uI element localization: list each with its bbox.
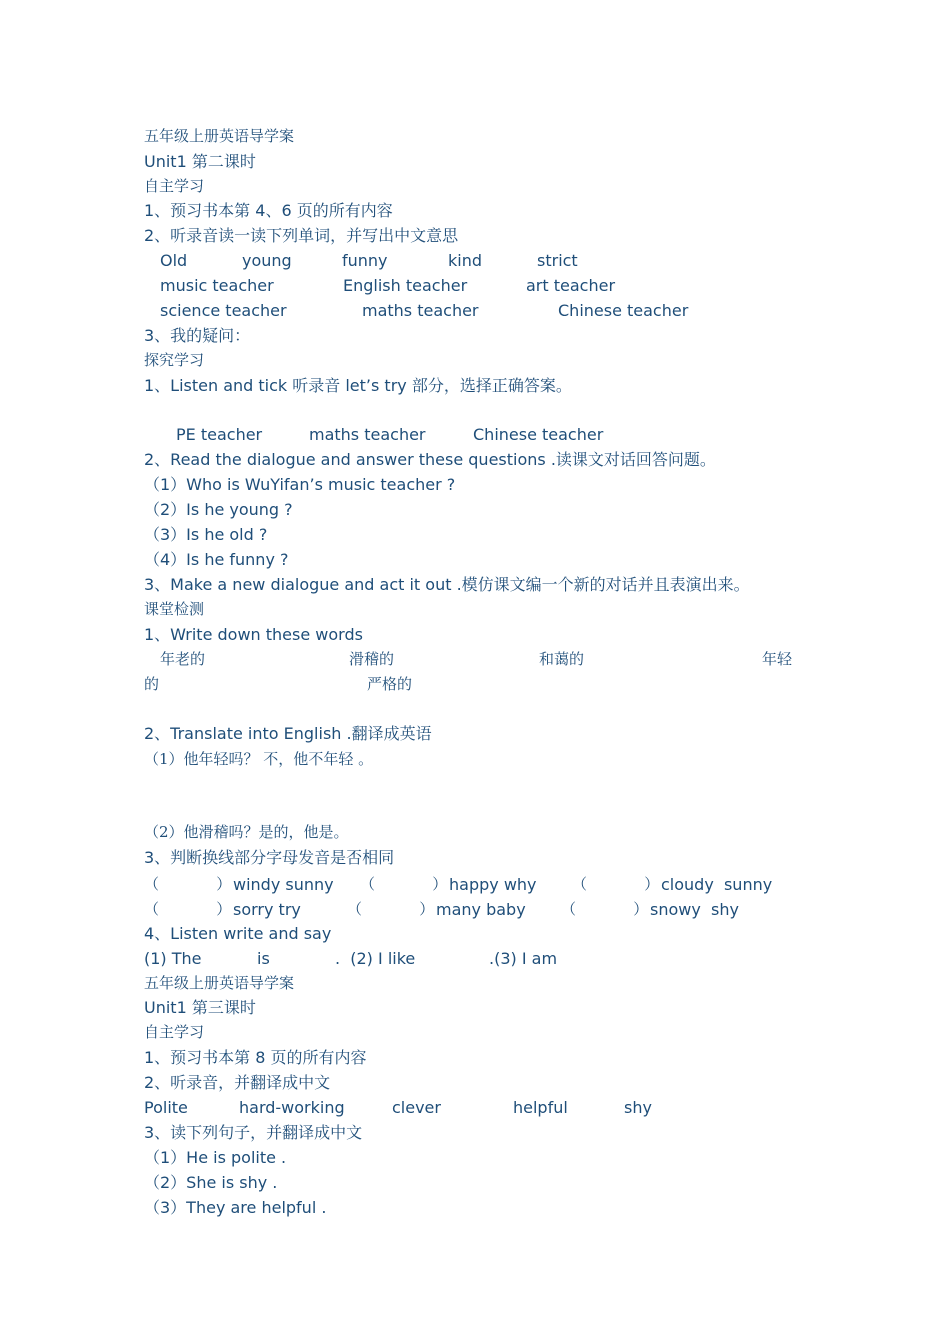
answer-blank[interactable]: （ ）	[360, 875, 448, 893]
phonics-words: many baby	[436, 900, 526, 919]
phonics-row-2	[144, 897, 739, 922]
word: funny	[342, 251, 388, 270]
answer-blank[interactable]: （ ）	[144, 875, 232, 893]
self-study-heading: 自主学习	[144, 177, 205, 195]
test-item-1: 1、Write down these words	[144, 625, 363, 644]
explore-item-2: 2、Read the dialogue and answer these questions .读课文对话回答问题。	[144, 450, 716, 469]
fill-sentences	[144, 946, 558, 971]
fill-part: (1) The	[144, 949, 202, 968]
cn-word: 和蔼的	[539, 650, 585, 668]
word: strict	[537, 251, 578, 270]
cn-word: 年轻	[762, 650, 793, 668]
option: Chinese teacher	[473, 425, 604, 444]
question-2: （2）Is he young ?	[144, 500, 293, 519]
word: hard-working	[239, 1098, 345, 1117]
word: English teacher	[343, 276, 468, 295]
self-study-item-2: 2、听录音读一读下列单词，并写出中文意思	[144, 226, 459, 245]
phonics-words: sorry try	[233, 900, 301, 919]
explore-item-1: 1、Listen and tick 听录音 let’s try 部分，选择正确答案。	[144, 376, 572, 395]
cn-word-row-2	[144, 672, 413, 697]
word: young	[242, 251, 292, 270]
test-item-4: 4、Listen write and say	[144, 924, 332, 943]
lesson3-unit: Unit1 第三课时	[144, 998, 256, 1017]
question-1: （1）Who is WuYifan’s music teacher ?	[144, 475, 456, 494]
cn-word: 滑稽的	[349, 650, 395, 668]
word: maths teacher	[362, 301, 479, 320]
option: maths teacher	[309, 425, 426, 444]
word-row-1	[144, 248, 578, 273]
lesson2-unit: Unit1 第二课时	[144, 152, 256, 171]
lesson3-title: 五年级上册英语导学案	[144, 974, 295, 992]
phonics-words: happy why	[449, 875, 537, 894]
cn-word: 年老的	[160, 650, 206, 668]
word: clever	[392, 1098, 441, 1117]
lesson2-title: 五年级上册英语导学案	[144, 127, 295, 145]
tick-options	[144, 422, 604, 447]
lesson3-item-1: 1、预习书本第 8 页的所有内容	[144, 1048, 367, 1067]
test-item-3: 3、判断换线部分字母发音是否相同	[144, 848, 395, 867]
cn-word: 的	[144, 675, 160, 693]
explore-item-3: 3、Make a new dialogue and act it out .模仿课文编一个新的对话并且表演出来。	[144, 575, 750, 594]
word: helpful	[513, 1098, 568, 1117]
self-study-item-3: 3、我的疑问：	[144, 326, 251, 345]
sentence-2: （2）She is shy .	[144, 1173, 278, 1192]
sentence-3: （3）They are helpful .	[144, 1198, 327, 1217]
phonics-words: snowy shy	[650, 900, 739, 919]
cn-word-row-1	[144, 647, 793, 672]
sentence-1: （1）He is polite .	[144, 1148, 287, 1167]
test-item-2: 2、Translate into English .翻译成英语	[144, 724, 432, 743]
fill-part: .(3) I am	[489, 949, 558, 968]
test-heading: 课堂检测	[144, 600, 205, 618]
answer-blank[interactable]: （ ）	[347, 900, 435, 918]
word: shy	[624, 1098, 652, 1117]
translate-2: （2）他滑稽吗？是的，他是。	[144, 823, 349, 841]
lesson3-item-3: 3、读下列句子，并翻译成中文	[144, 1123, 363, 1142]
word: science teacher	[160, 301, 287, 320]
phonics-row-1	[144, 872, 773, 897]
word: Chinese teacher	[558, 301, 689, 320]
option: PE teacher	[176, 425, 263, 444]
fill-part: is	[257, 949, 270, 968]
explore-heading: 探究学习	[144, 351, 205, 369]
lesson3-word-row	[144, 1095, 652, 1120]
lesson3-item-2: 2、听录音，并翻译成中文	[144, 1073, 331, 1092]
word: music teacher	[160, 276, 274, 295]
word: Polite	[144, 1098, 188, 1117]
answer-blank[interactable]: （ ）	[561, 900, 649, 918]
word: art teacher	[526, 276, 616, 295]
phonics-words: cloudy sunny	[661, 875, 773, 894]
translate-1: （1）他年轻吗？ 不，他不年轻 。	[144, 750, 374, 768]
lesson3-self-study-heading: 自主学习	[144, 1023, 205, 1041]
fill-part: . (2) I like	[335, 949, 416, 968]
cn-word: 严格的	[367, 675, 413, 693]
word: Old	[160, 251, 188, 270]
phonics-words: windy sunny	[233, 875, 334, 894]
question-3: （3）Is he old ?	[144, 525, 268, 544]
self-study-item-1: 1、预习书本第 4、6 页的所有内容	[144, 201, 393, 220]
word: kind	[448, 251, 483, 270]
answer-blank[interactable]: （ ）	[144, 900, 232, 918]
word-row-2	[144, 273, 616, 298]
answer-blank[interactable]: （ ）	[572, 875, 660, 893]
question-4: （4）Is he funny ?	[144, 550, 289, 569]
word-row-3	[144, 298, 689, 323]
